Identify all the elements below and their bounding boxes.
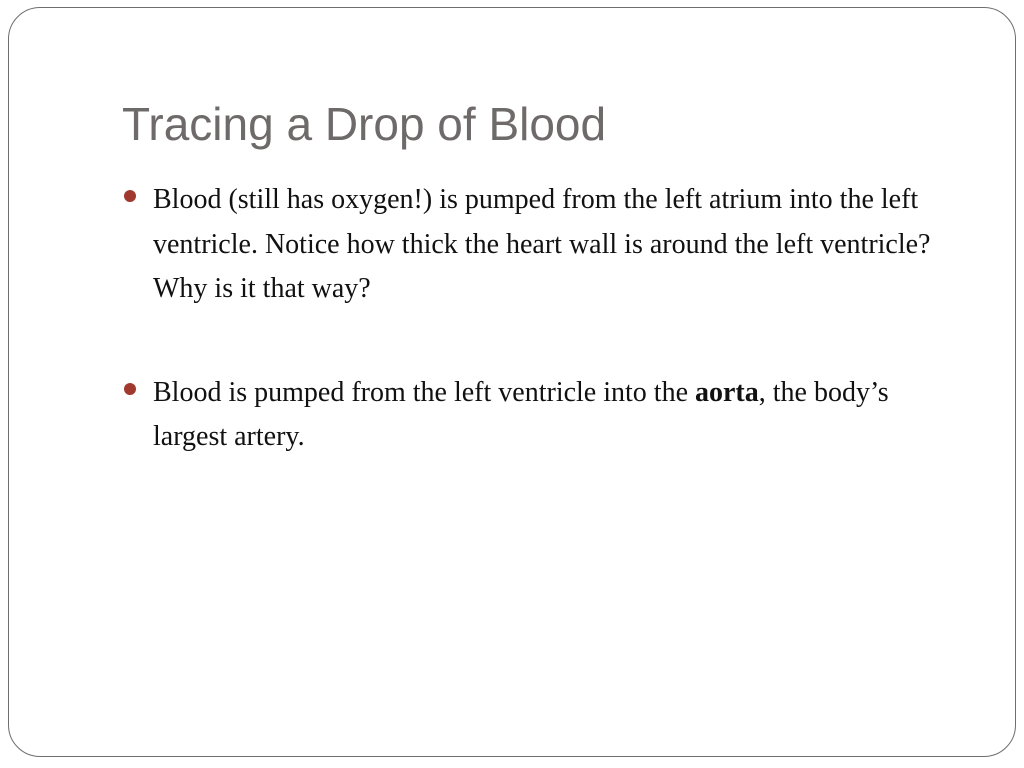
slide-title: Tracing a Drop of Blood <box>122 98 607 150</box>
bullet-item-left-ventricle <box>122 178 962 312</box>
bullet-item-aorta <box>122 371 962 460</box>
slide <box>8 7 1016 757</box>
bullet-text-after: , the body’s largest artery. <box>153 376 889 452</box>
bullet-text-before: Blood is pumped from the left ventricle into the <box>153 376 695 408</box>
bullet-text: Blood (still has oxygen!) is pumped from the left atrium into the left ventricle. Notice how thick the heart wall is around the left ventricle? Why is it that way? <box>153 184 931 304</box>
bullet-list <box>122 178 962 460</box>
bold-term-aorta: aorta <box>695 376 759 408</box>
bullet-dot-icon <box>124 190 136 202</box>
bullet-dot-icon <box>124 383 136 395</box>
